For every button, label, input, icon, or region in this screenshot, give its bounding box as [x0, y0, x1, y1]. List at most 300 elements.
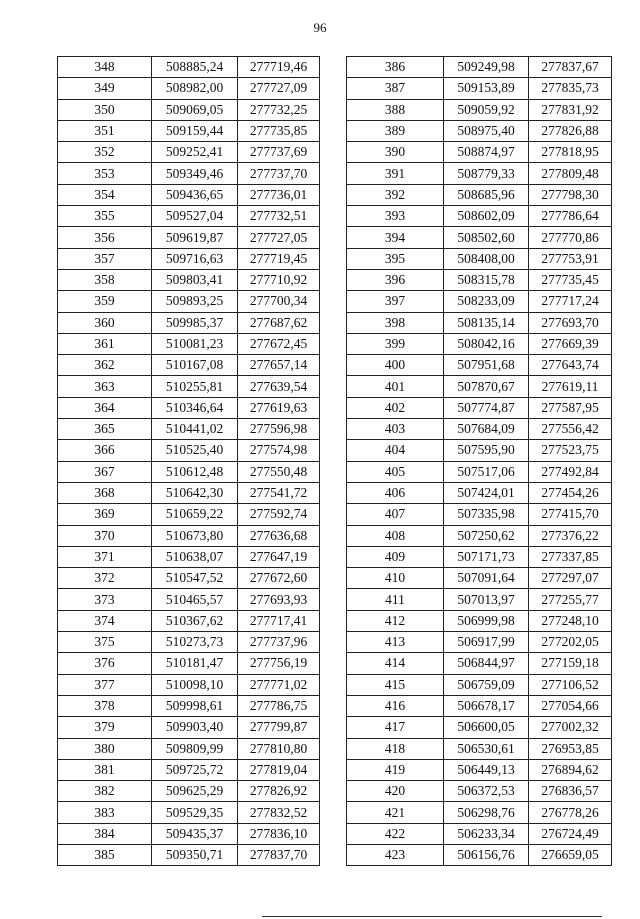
point-number-cell: 374 — [58, 610, 152, 631]
y-coordinate-cell: 276836,57 — [529, 781, 612, 802]
y-coordinate-cell: 277255,77 — [529, 589, 612, 610]
x-coordinate-cell: 509725,72 — [152, 759, 238, 780]
table-row — [347, 99, 612, 120]
point-number-cell: 356 — [58, 227, 152, 248]
y-coordinate-cell: 277587,95 — [529, 397, 612, 418]
table-row — [58, 227, 320, 248]
point-number-cell: 410 — [347, 568, 444, 589]
table-row — [58, 163, 320, 184]
x-coordinate-cell: 506600,05 — [444, 717, 529, 738]
table-row — [347, 333, 612, 354]
y-coordinate-cell: 277415,70 — [529, 504, 612, 525]
table-row — [347, 184, 612, 205]
table-row — [58, 57, 320, 78]
point-number-cell: 352 — [58, 142, 152, 163]
x-coordinate-cell: 506233,34 — [444, 823, 529, 844]
table-row — [58, 717, 320, 738]
table-row — [347, 142, 612, 163]
point-number-cell: 350 — [58, 99, 152, 120]
y-coordinate-cell: 277831,92 — [529, 99, 612, 120]
x-coordinate-cell: 508982,00 — [152, 78, 238, 99]
x-coordinate-cell: 507171,73 — [444, 546, 529, 567]
y-coordinate-cell: 277756,19 — [238, 653, 320, 674]
table-row — [58, 546, 320, 567]
x-coordinate-cell: 506530,61 — [444, 738, 529, 759]
y-coordinate-cell: 277297,07 — [529, 568, 612, 589]
y-coordinate-cell: 277002,32 — [529, 717, 612, 738]
table-row — [58, 355, 320, 376]
point-number-cell: 389 — [347, 120, 444, 141]
x-coordinate-cell: 508502,60 — [444, 227, 529, 248]
point-number-cell: 393 — [347, 206, 444, 227]
y-coordinate-cell: 277735,85 — [238, 120, 320, 141]
coordinates-table-left — [57, 56, 320, 866]
point-number-cell: 400 — [347, 355, 444, 376]
point-number-cell: 377 — [58, 674, 152, 695]
point-number-cell: 421 — [347, 802, 444, 823]
x-coordinate-cell: 509069,05 — [152, 99, 238, 120]
point-number-cell: 390 — [347, 142, 444, 163]
y-coordinate-cell: 277826,88 — [529, 120, 612, 141]
table-row — [58, 738, 320, 759]
coordinates-table-right-body — [347, 57, 612, 866]
point-number-cell: 360 — [58, 312, 152, 333]
table-row — [58, 248, 320, 269]
point-number-cell: 368 — [58, 482, 152, 503]
table-row — [58, 525, 320, 546]
point-number-cell: 392 — [347, 184, 444, 205]
table-row — [58, 504, 320, 525]
x-coordinate-cell: 510612,48 — [152, 461, 238, 482]
x-coordinate-cell: 510098,10 — [152, 674, 238, 695]
x-coordinate-cell: 507870,67 — [444, 376, 529, 397]
point-number-cell: 349 — [58, 78, 152, 99]
x-coordinate-cell: 510465,57 — [152, 589, 238, 610]
table-row — [58, 184, 320, 205]
table-row — [347, 355, 612, 376]
y-coordinate-cell: 277647,19 — [238, 546, 320, 567]
table-row — [58, 823, 320, 844]
table-row — [58, 99, 320, 120]
x-coordinate-cell: 506844,97 — [444, 653, 529, 674]
y-coordinate-cell: 277753,91 — [529, 248, 612, 269]
y-coordinate-cell: 277826,92 — [238, 781, 320, 802]
table-row — [347, 419, 612, 440]
x-coordinate-cell: 507424,01 — [444, 482, 529, 503]
table-row — [58, 461, 320, 482]
y-coordinate-cell: 277786,75 — [238, 695, 320, 716]
point-number-cell: 375 — [58, 632, 152, 653]
x-coordinate-cell: 509803,41 — [152, 269, 238, 290]
x-coordinate-cell: 509059,92 — [444, 99, 529, 120]
table-row — [347, 695, 612, 716]
x-coordinate-cell: 506759,09 — [444, 674, 529, 695]
x-coordinate-cell: 506917,99 — [444, 632, 529, 653]
point-number-cell: 371 — [58, 546, 152, 567]
point-number-cell: 402 — [347, 397, 444, 418]
y-coordinate-cell: 277202,05 — [529, 632, 612, 653]
point-number-cell: 348 — [58, 57, 152, 78]
x-coordinate-cell: 508975,40 — [444, 120, 529, 141]
table-row — [58, 142, 320, 163]
x-coordinate-cell: 507013,97 — [444, 589, 529, 610]
y-coordinate-cell: 277771,02 — [238, 674, 320, 695]
x-coordinate-cell: 506999,98 — [444, 610, 529, 631]
table-row — [58, 802, 320, 823]
y-coordinate-cell: 277770,86 — [529, 227, 612, 248]
table-row — [58, 397, 320, 418]
y-coordinate-cell: 277700,34 — [238, 291, 320, 312]
table-row — [58, 568, 320, 589]
x-coordinate-cell: 510659,22 — [152, 504, 238, 525]
x-coordinate-cell: 506678,17 — [444, 695, 529, 716]
x-coordinate-cell: 507335,98 — [444, 504, 529, 525]
x-coordinate-cell: 509985,37 — [152, 312, 238, 333]
x-coordinate-cell: 509619,87 — [152, 227, 238, 248]
point-number-cell: 411 — [347, 589, 444, 610]
y-coordinate-cell: 276894,62 — [529, 759, 612, 780]
x-coordinate-cell: 508042,16 — [444, 333, 529, 354]
x-coordinate-cell: 509529,35 — [152, 802, 238, 823]
table-row — [347, 57, 612, 78]
table-row — [347, 844, 612, 865]
x-coordinate-cell: 509903,40 — [152, 717, 238, 738]
x-coordinate-cell: 507250,62 — [444, 525, 529, 546]
point-number-cell: 409 — [347, 546, 444, 567]
point-number-cell: 382 — [58, 781, 152, 802]
y-coordinate-cell: 277248,10 — [529, 610, 612, 631]
point-number-cell: 395 — [347, 248, 444, 269]
x-coordinate-cell: 509153,89 — [444, 78, 529, 99]
y-coordinate-cell: 277693,70 — [529, 312, 612, 333]
x-coordinate-cell: 509716,63 — [152, 248, 238, 269]
x-coordinate-cell: 507774,87 — [444, 397, 529, 418]
point-number-cell: 373 — [58, 589, 152, 610]
x-coordinate-cell: 509159,44 — [152, 120, 238, 141]
y-coordinate-cell: 277719,46 — [238, 57, 320, 78]
table-row — [347, 674, 612, 695]
point-number-cell: 418 — [347, 738, 444, 759]
point-number-cell: 362 — [58, 355, 152, 376]
x-coordinate-cell: 509625,29 — [152, 781, 238, 802]
point-number-cell: 357 — [58, 248, 152, 269]
y-coordinate-cell: 277454,26 — [529, 482, 612, 503]
x-coordinate-cell: 510255,81 — [152, 376, 238, 397]
table-row — [58, 674, 320, 695]
point-number-cell: 397 — [347, 291, 444, 312]
point-number-cell: 381 — [58, 759, 152, 780]
table-row — [58, 312, 320, 333]
y-coordinate-cell: 277837,70 — [238, 844, 320, 865]
point-number-cell: 423 — [347, 844, 444, 865]
y-coordinate-cell: 277818,95 — [529, 142, 612, 163]
point-number-cell: 412 — [347, 610, 444, 631]
point-number-cell: 380 — [58, 738, 152, 759]
point-number-cell: 365 — [58, 419, 152, 440]
x-coordinate-cell: 510167,08 — [152, 355, 238, 376]
table-row — [58, 632, 320, 653]
point-number-cell: 358 — [58, 269, 152, 290]
y-coordinate-cell: 276659,05 — [529, 844, 612, 865]
y-coordinate-cell: 277636,68 — [238, 525, 320, 546]
y-coordinate-cell: 277672,45 — [238, 333, 320, 354]
x-coordinate-cell: 510673,80 — [152, 525, 238, 546]
point-number-cell: 416 — [347, 695, 444, 716]
y-coordinate-cell: 277732,51 — [238, 206, 320, 227]
y-coordinate-cell: 277687,62 — [238, 312, 320, 333]
x-coordinate-cell: 508135,14 — [444, 312, 529, 333]
point-number-cell: 391 — [347, 163, 444, 184]
point-number-cell: 383 — [58, 802, 152, 823]
x-coordinate-cell: 506372,53 — [444, 781, 529, 802]
x-coordinate-cell: 510547,52 — [152, 568, 238, 589]
point-number-cell: 394 — [347, 227, 444, 248]
y-coordinate-cell: 277592,74 — [238, 504, 320, 525]
y-coordinate-cell: 277737,96 — [238, 632, 320, 653]
y-coordinate-cell: 277596,98 — [238, 419, 320, 440]
y-coordinate-cell: 277657,14 — [238, 355, 320, 376]
x-coordinate-cell: 507091,64 — [444, 568, 529, 589]
table-row — [58, 759, 320, 780]
table-row — [347, 482, 612, 503]
table-row — [347, 568, 612, 589]
point-number-cell: 353 — [58, 163, 152, 184]
x-coordinate-cell: 510273,73 — [152, 632, 238, 653]
x-coordinate-cell: 510181,47 — [152, 653, 238, 674]
table-row — [58, 653, 320, 674]
y-coordinate-cell: 277727,09 — [238, 78, 320, 99]
table-row — [347, 78, 612, 99]
point-number-cell: 372 — [58, 568, 152, 589]
y-coordinate-cell: 277523,75 — [529, 440, 612, 461]
x-coordinate-cell: 506156,76 — [444, 844, 529, 865]
point-number-cell: 407 — [347, 504, 444, 525]
table-row — [347, 461, 612, 482]
point-number-cell: 385 — [58, 844, 152, 865]
y-coordinate-cell: 277619,63 — [238, 397, 320, 418]
y-coordinate-cell: 277054,66 — [529, 695, 612, 716]
y-coordinate-cell: 276778,26 — [529, 802, 612, 823]
x-coordinate-cell: 507684,09 — [444, 419, 529, 440]
point-number-cell: 406 — [347, 482, 444, 503]
point-number-cell: 370 — [58, 525, 152, 546]
y-coordinate-cell: 277837,67 — [529, 57, 612, 78]
x-coordinate-cell: 509998,61 — [152, 695, 238, 716]
table-row — [347, 120, 612, 141]
x-coordinate-cell: 508685,96 — [444, 184, 529, 205]
y-coordinate-cell: 277836,10 — [238, 823, 320, 844]
table-row — [58, 333, 320, 354]
y-coordinate-cell: 277732,25 — [238, 99, 320, 120]
table-row — [347, 206, 612, 227]
table-row — [347, 781, 612, 802]
x-coordinate-cell: 508779,33 — [444, 163, 529, 184]
y-coordinate-cell: 277737,70 — [238, 163, 320, 184]
x-coordinate-cell: 508315,78 — [444, 269, 529, 290]
x-coordinate-cell: 510367,62 — [152, 610, 238, 631]
table-row — [347, 397, 612, 418]
point-number-cell: 355 — [58, 206, 152, 227]
x-coordinate-cell: 510441,02 — [152, 419, 238, 440]
table-row — [347, 504, 612, 525]
y-coordinate-cell: 277541,72 — [238, 482, 320, 503]
y-coordinate-cell: 277810,80 — [238, 738, 320, 759]
table-row — [58, 610, 320, 631]
table-row — [58, 376, 320, 397]
table-row — [347, 546, 612, 567]
x-coordinate-cell: 507951,68 — [444, 355, 529, 376]
point-number-cell: 354 — [58, 184, 152, 205]
page-number: 96 — [313, 20, 327, 35]
table-row — [347, 248, 612, 269]
point-number-cell: 419 — [347, 759, 444, 780]
table-row — [347, 312, 612, 333]
point-number-cell: 367 — [58, 461, 152, 482]
point-number-cell: 369 — [58, 504, 152, 525]
point-number-cell: 408 — [347, 525, 444, 546]
x-coordinate-cell: 509435,37 — [152, 823, 238, 844]
point-number-cell: 386 — [347, 57, 444, 78]
x-coordinate-cell: 507595,90 — [444, 440, 529, 461]
table-row — [347, 163, 612, 184]
point-number-cell: 405 — [347, 461, 444, 482]
y-coordinate-cell: 277550,48 — [238, 461, 320, 482]
table-row — [347, 759, 612, 780]
coordinates-table-left-body — [58, 57, 320, 866]
table-row — [347, 440, 612, 461]
point-number-cell: 403 — [347, 419, 444, 440]
y-coordinate-cell: 277832,52 — [238, 802, 320, 823]
point-number-cell: 378 — [58, 695, 152, 716]
point-number-cell: 363 — [58, 376, 152, 397]
y-coordinate-cell: 277106,52 — [529, 674, 612, 695]
point-number-cell: 361 — [58, 333, 152, 354]
point-number-cell: 417 — [347, 717, 444, 738]
y-coordinate-cell: 277719,45 — [238, 248, 320, 269]
y-coordinate-cell: 277337,85 — [529, 546, 612, 567]
point-number-cell: 401 — [347, 376, 444, 397]
table-row — [58, 120, 320, 141]
x-coordinate-cell: 509350,71 — [152, 844, 238, 865]
table-row — [58, 291, 320, 312]
table-row — [347, 525, 612, 546]
y-coordinate-cell: 276953,85 — [529, 738, 612, 759]
table-row — [347, 632, 612, 653]
point-number-cell: 404 — [347, 440, 444, 461]
y-coordinate-cell: 277710,92 — [238, 269, 320, 290]
point-number-cell: 376 — [58, 653, 152, 674]
point-number-cell: 420 — [347, 781, 444, 802]
x-coordinate-cell: 506298,76 — [444, 802, 529, 823]
table-row — [347, 376, 612, 397]
table-row — [347, 291, 612, 312]
table-row — [58, 419, 320, 440]
table-row — [58, 844, 320, 865]
y-coordinate-cell: 277735,45 — [529, 269, 612, 290]
table-row — [58, 695, 320, 716]
table-row — [347, 653, 612, 674]
y-coordinate-cell: 276724,49 — [529, 823, 612, 844]
point-number-cell: 359 — [58, 291, 152, 312]
table-row — [347, 823, 612, 844]
y-coordinate-cell: 277619,11 — [529, 376, 612, 397]
point-number-cell: 415 — [347, 674, 444, 695]
y-coordinate-cell: 277786,64 — [529, 206, 612, 227]
point-number-cell: 384 — [58, 823, 152, 844]
point-number-cell: 414 — [347, 653, 444, 674]
point-number-cell: 387 — [347, 78, 444, 99]
table-row — [58, 482, 320, 503]
x-coordinate-cell: 508602,09 — [444, 206, 529, 227]
x-coordinate-cell: 508874,97 — [444, 142, 529, 163]
table-row — [347, 738, 612, 759]
y-coordinate-cell: 277376,22 — [529, 525, 612, 546]
point-number-cell: 398 — [347, 312, 444, 333]
table-row — [58, 269, 320, 290]
point-number-cell: 379 — [58, 717, 152, 738]
y-coordinate-cell: 277159,18 — [529, 653, 612, 674]
table-row — [347, 589, 612, 610]
y-coordinate-cell: 277672,60 — [238, 568, 320, 589]
y-coordinate-cell: 277492,84 — [529, 461, 612, 482]
y-coordinate-cell: 277835,73 — [529, 78, 612, 99]
y-coordinate-cell: 277737,69 — [238, 142, 320, 163]
y-coordinate-cell: 277717,24 — [529, 291, 612, 312]
table-row — [58, 440, 320, 461]
table-row — [58, 589, 320, 610]
x-coordinate-cell: 508885,24 — [152, 57, 238, 78]
bottom-rule — [262, 916, 602, 917]
x-coordinate-cell: 508233,09 — [444, 291, 529, 312]
x-coordinate-cell: 508408,00 — [444, 248, 529, 269]
x-coordinate-cell: 510081,23 — [152, 333, 238, 354]
y-coordinate-cell: 277574,98 — [238, 440, 320, 461]
y-coordinate-cell: 277556,42 — [529, 419, 612, 440]
y-coordinate-cell: 277809,48 — [529, 163, 612, 184]
x-coordinate-cell: 506449,13 — [444, 759, 529, 780]
point-number-cell: 364 — [58, 397, 152, 418]
table-row — [347, 802, 612, 823]
x-coordinate-cell: 510638,07 — [152, 546, 238, 567]
x-coordinate-cell: 509252,41 — [152, 142, 238, 163]
x-coordinate-cell: 510346,64 — [152, 397, 238, 418]
table-row — [347, 227, 612, 248]
table-row — [347, 269, 612, 290]
point-number-cell: 351 — [58, 120, 152, 141]
point-number-cell: 422 — [347, 823, 444, 844]
y-coordinate-cell: 277639,54 — [238, 376, 320, 397]
point-number-cell: 396 — [347, 269, 444, 290]
x-coordinate-cell: 509436,65 — [152, 184, 238, 205]
coordinates-table-right — [346, 56, 612, 866]
point-number-cell: 399 — [347, 333, 444, 354]
table-row — [58, 206, 320, 227]
y-coordinate-cell: 277693,93 — [238, 589, 320, 610]
x-coordinate-cell: 507517,06 — [444, 461, 529, 482]
x-coordinate-cell: 510525,40 — [152, 440, 238, 461]
table-row — [347, 717, 612, 738]
y-coordinate-cell: 277799,87 — [238, 717, 320, 738]
y-coordinate-cell: 277798,30 — [529, 184, 612, 205]
point-number-cell: 388 — [347, 99, 444, 120]
table-row — [58, 78, 320, 99]
x-coordinate-cell: 509809,99 — [152, 738, 238, 759]
point-number-cell: 413 — [347, 632, 444, 653]
y-coordinate-cell: 277717,41 — [238, 610, 320, 631]
y-coordinate-cell: 277643,74 — [529, 355, 612, 376]
x-coordinate-cell: 509249,98 — [444, 57, 529, 78]
point-number-cell: 366 — [58, 440, 152, 461]
